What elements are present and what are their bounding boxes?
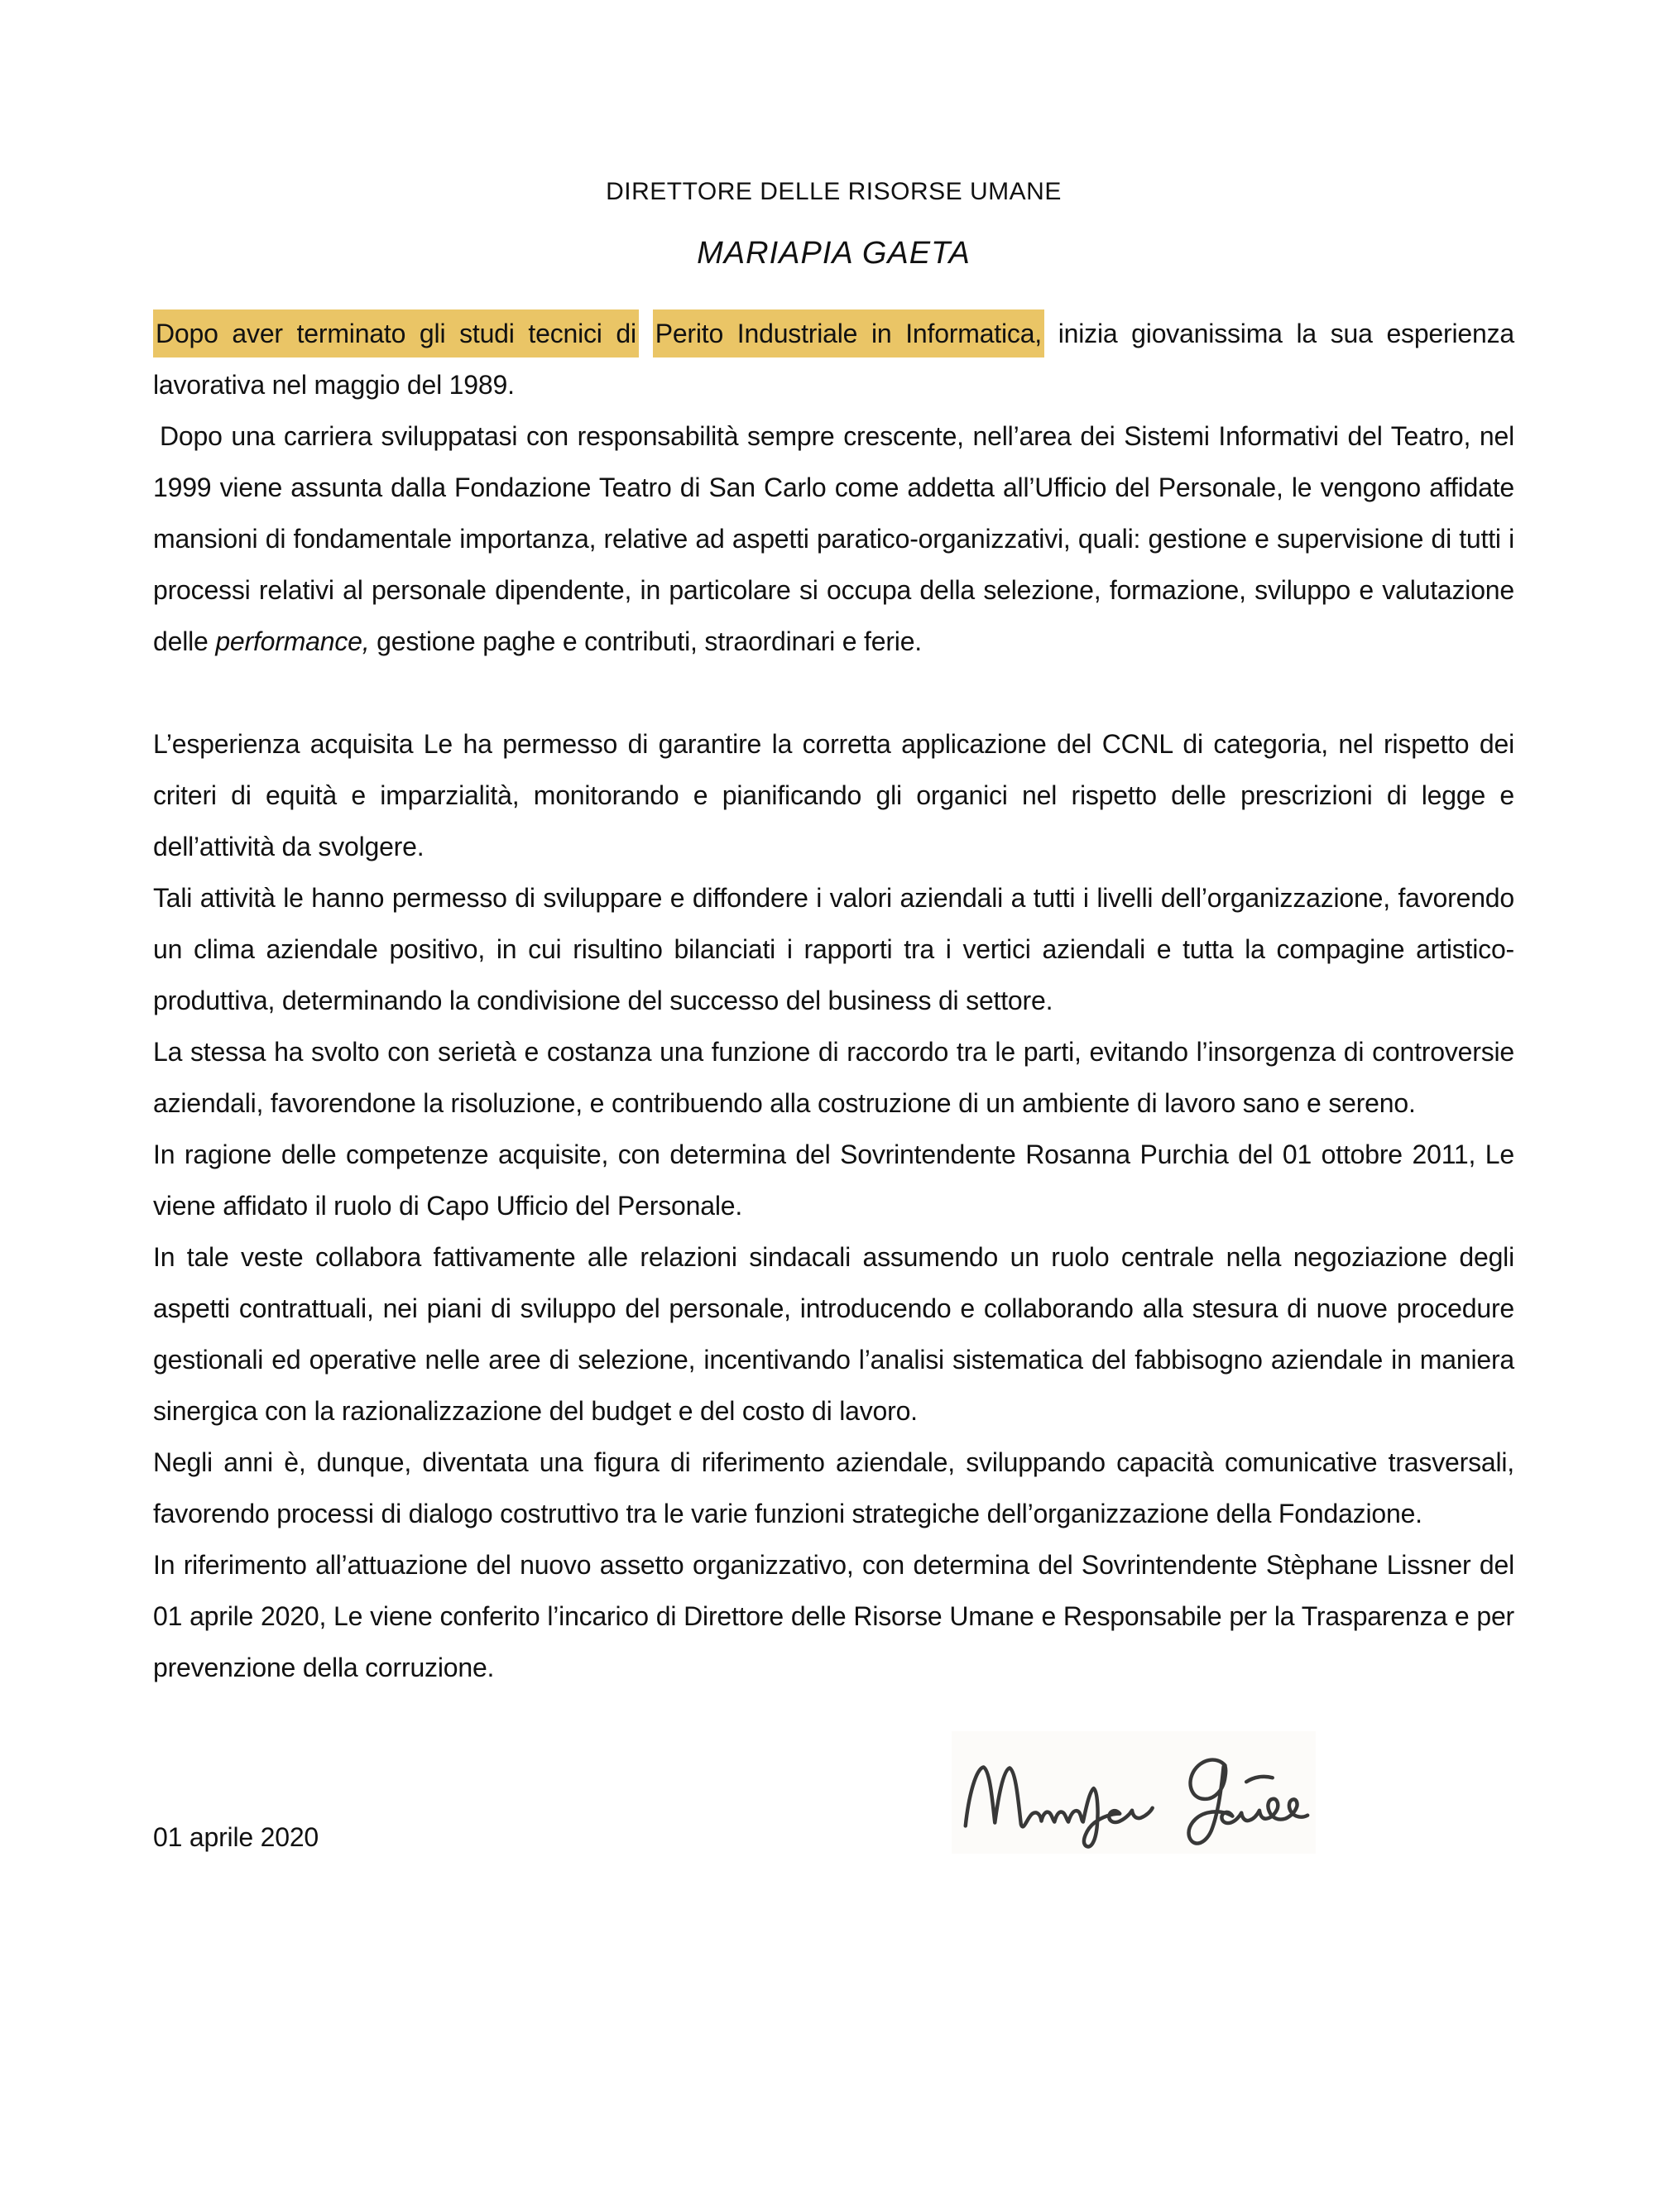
body-paragraph-3: La stessa ha svolto con serietà e costanza una funzione di raccordo tra le parti, evitando l’insorgenza di controversie aziendali, favorendone la risoluzione, e contribuendo alla costruzione di un ambiente di lavoro sano e sereno. [153,1037,1514,1118]
document-title: DIRETTORE DELLE RISORSE UMANE [606,178,1062,205]
document-footer [153,1693,1514,1954]
person-name: MARIAPIA GAETA [697,236,971,271]
highlight-span-2: Perito Industriale in Informatica, [653,309,1044,357]
signature-image [952,1731,1316,1854]
body-paragraph-7: In riferimento all’attuazione del nuovo assetto organizzativo, con determina del Sovrintendente Stèphane Lissner del 01 aprile 2020, Le viene conferito l’incarico di Direttore delle Risorse Umane e Responsabile per la Trasparenza e per prevenzione della corruzione. [153,1550,1514,1682]
career-paragraph-text: Dopo una carriera sviluppatasi con responsabilità sempre crescente, nell’area dei Sistemi Informativi del Teatro, nel 1999 viene assunta dalla Fondazione Teatro di San Carlo come addetta all’Ufficio del Personale, le vengono affidate mansioni di fondamentale importanza, relative ad aspetti paratico-organizzativi, quali: gestione e supervisione di tutti i processi relativi al personale dipendente, in particolare si occupa della selezione, formazione, sviluppo e valutazione delle [153,421,1514,656]
body-paragraph-5: In tale veste collabora fattivamente alle relazioni sindacali assumendo un ruolo centrale nella negoziazione degli aspetti contrattuali, nei piani di sviluppo del personale, introducendo e collaborando alla stesura di nuove procedure gestionali ed operative nelle aree di selezione, incentivando l’analisi sistematica del fabbisogno aziendale in maniera sinergica con la razionalizzazione del budget e del costo di lavoro. [153,1242,1514,1426]
signature-scan-box [952,1731,1316,1854]
body-paragraph-4: In ragione delle competenze acquisite, con determina del Sovrintendente Rosanna Purchia del 01 ottobre 2011, Le viene affidato il ruolo di Capo Ufficio del Personale. [153,1140,1514,1221]
body-paragraph-2: Tali attività le hanno permesso di sviluppare e diffondere i valori aziendali a tutti i livelli dell’organizzazione, favorendo un clima aziendale positivo, in cui risultino bilanciati i rapporti tra i vertici aziendali e tutta la compagine artistico-produttiva, determinando la condivisione del successo del business di settore. [153,883,1514,1015]
body-paragraph-1: L’esperienza acquisita Le ha permesso di garantire la corretta applicazione del CCNL di categoria, nel rispetto dei criteri di equità e imparzialità, monitorando e pianificando gli organici nel rispetto delle prescrizioni di legge e dell’attività da svolgere. [153,729,1514,861]
career-paragraph [153,410,1514,667]
document-date: 01 aprile 2020 [153,1822,319,1852]
highlight-span-1: Dopo aver terminato gli studi tecnici di [153,309,639,357]
career-paragraph-end: gestione paghe e contributi, straordinari e ferie. [369,626,922,656]
intro-paragraph [153,308,1514,410]
body-paragraph-6: Negli anni è, dunque, diventata una figura di riferimento aziendale, sviluppando capacità comunicative trasversali, favorendo processi di dialogo costruttivo tra le varie funzioni strategiche dell’organizzazione della Fondazione. [153,1447,1514,1528]
intro-paragraph-rest: inizia giovanissima la sua esperienza lavorativa nel maggio del 1989. [153,319,1514,400]
performance-italic-word: performance, [215,626,370,656]
